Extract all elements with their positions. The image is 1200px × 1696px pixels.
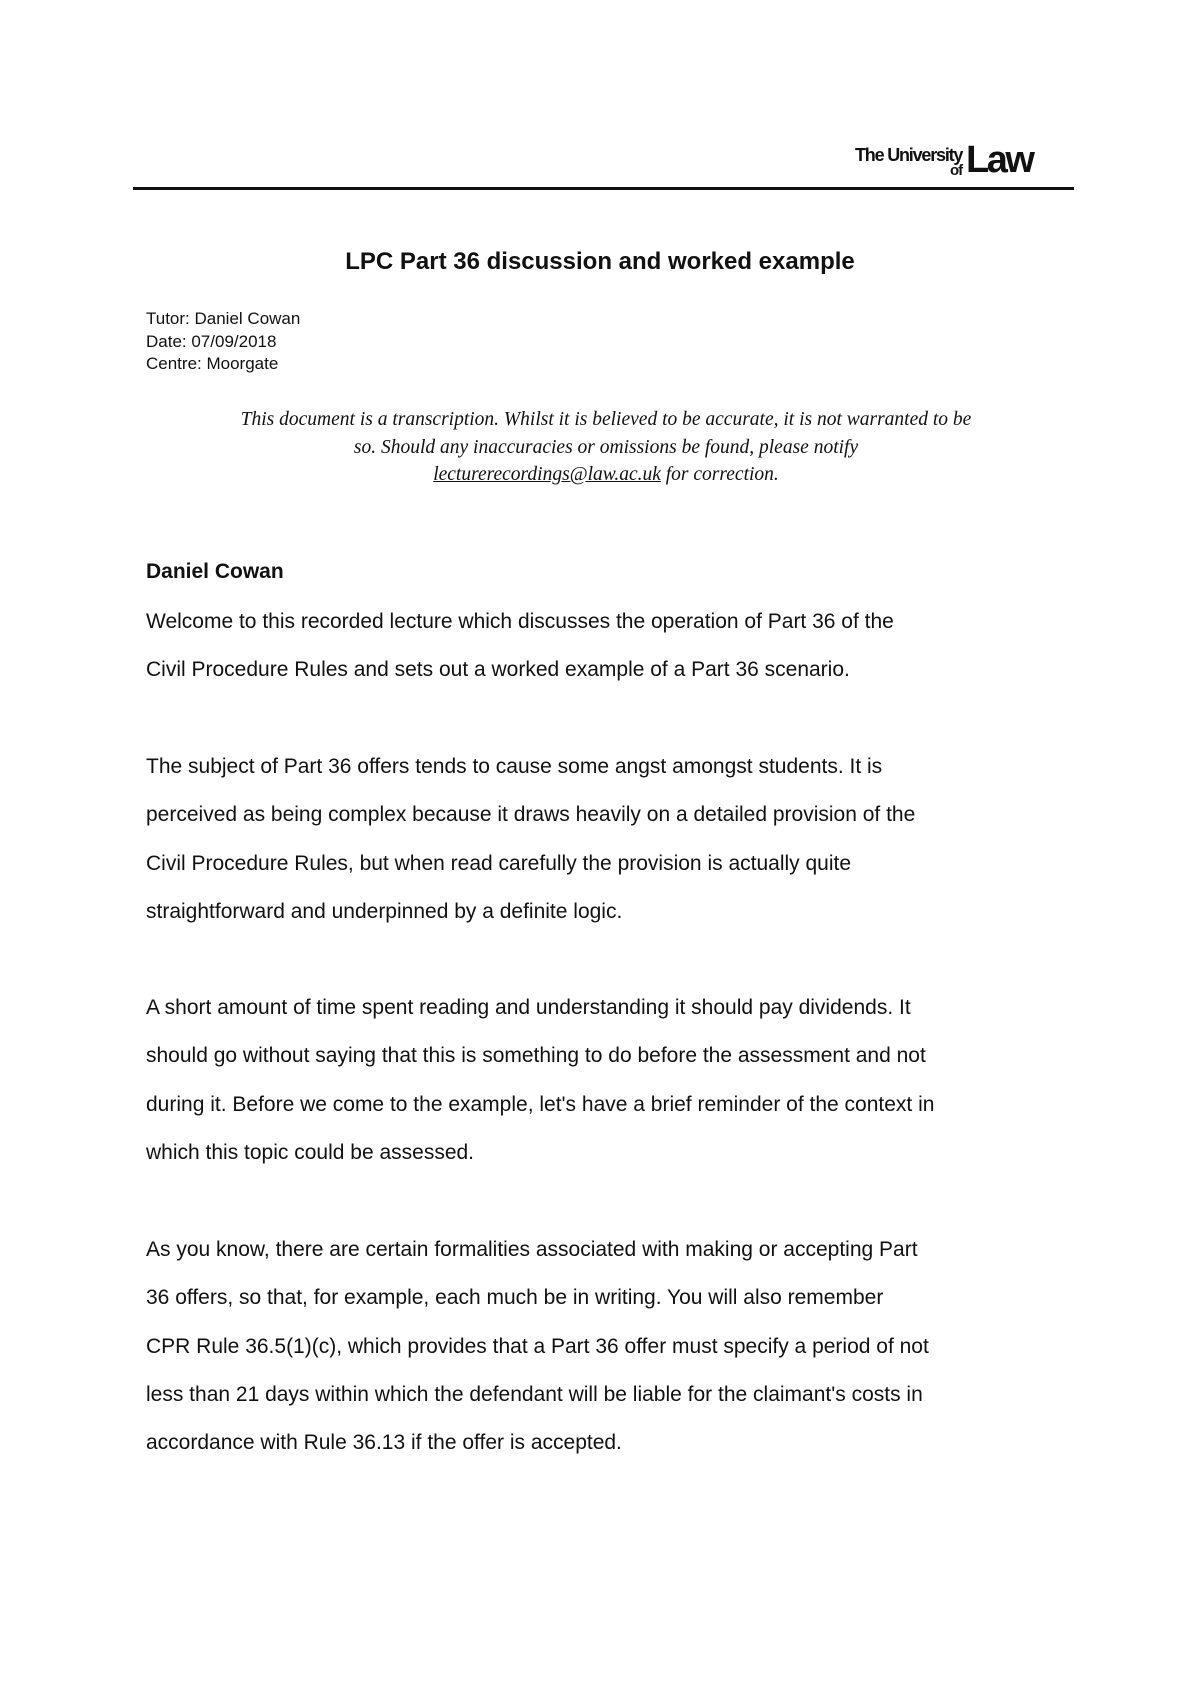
disclaimer-line-3 xyxy=(146,461,1066,489)
paragraph-line: which this topic could be assessed. xyxy=(146,1140,475,1164)
paragraph-line: during it. Before we come to the example, let's have a brief reminder of the context in xyxy=(146,1092,935,1116)
paragraph-line: A short amount of time spent reading and understanding it should pay dividends. It xyxy=(146,996,911,1019)
paragraph-line: Civil Procedure Rules and sets out a worked example of a Part 36 scenario. xyxy=(146,658,850,682)
transcription-disclaimer xyxy=(146,406,1066,489)
logo-text-the-university: The University xyxy=(855,145,963,165)
paragraph-line: should go without saying that this is something to do before the assessment and not xyxy=(146,1044,926,1068)
tutor-line: Tutor: Daniel Cowan xyxy=(146,309,301,328)
paragraph-3 xyxy=(146,984,1086,1177)
paragraph-line: As you know, there are certain formalities associated with making or accepting Part xyxy=(146,1238,918,1261)
centre-line: Centre: Moorgate xyxy=(146,354,279,373)
paragraph-2 xyxy=(146,743,1086,936)
speaker-name: Daniel Cowan xyxy=(146,560,284,583)
paragraph-line: accordance with Rule 36.13 if the offer is accepted. xyxy=(146,1431,622,1455)
paragraph-line: less than 21 days within which the defendant will be liable for the claimant's costs in xyxy=(146,1382,923,1406)
logo-text-law: Law xyxy=(966,139,1033,181)
paragraph-line: straightforward and underpinned by a definite logic. xyxy=(146,899,623,923)
disclaimer-line-1: This document is a transcription. Whilst it is believed to be accurate, it is not warranted to be xyxy=(240,409,972,430)
disclaimer-line-3-tail: for correction. xyxy=(660,464,779,485)
paragraph-line: CPR Rule 36.5(1)(c), which provides that a Part 36 offer must specify a period of not xyxy=(146,1334,929,1358)
paragraph-line: perceived as being complex because it draws heavily on a detailed provision of the xyxy=(146,803,916,827)
document-meta xyxy=(146,308,300,376)
paragraph-line: 36 offers, so that, for example, each much be in writing. You will also remember xyxy=(146,1286,884,1310)
paragraph-1 xyxy=(146,598,1086,695)
logo-text-of: of xyxy=(950,162,963,179)
date-line: Date: 07/09/2018 xyxy=(146,331,277,351)
paragraph-line: Welcome to this recorded lecture which discusses the operation of Part 36 of the xyxy=(146,610,894,633)
email-link[interactable]: lecturerecordings@law.ac.uk xyxy=(433,464,661,485)
paragraph-4 xyxy=(146,1226,1086,1467)
paragraph-line: The subject of Part 36 offers tends to cause some angst amongst students. It is xyxy=(146,755,883,778)
document-title: LPC Part 36 discussion and worked example xyxy=(345,248,855,275)
paragraph-line: Civil Procedure Rules, but when read carefully the provision is actually quite xyxy=(146,851,852,875)
university-logo xyxy=(855,141,1065,183)
header-rule xyxy=(133,187,1074,190)
disclaimer-line-2: so. Should any inaccuracies or omissions be found, please notify xyxy=(353,436,859,458)
